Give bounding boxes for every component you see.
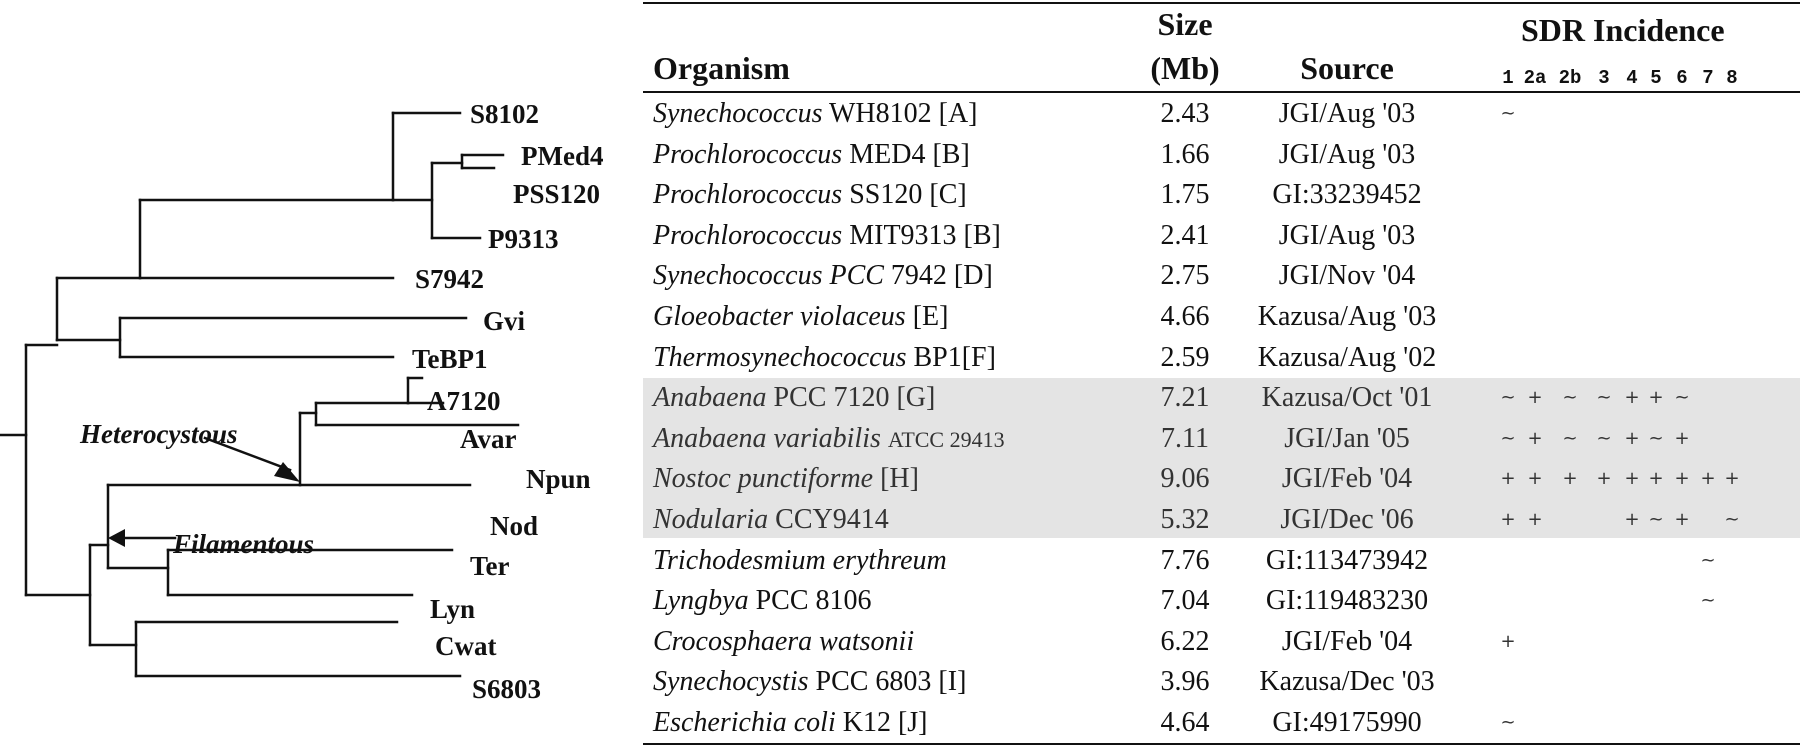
sdr-mark: ~	[1700, 590, 1716, 612]
table-row	[643, 500, 1800, 540]
header-size-line1: Size	[1157, 6, 1213, 42]
size-cell: 1.66	[1160, 138, 1210, 170]
tree-leaf: P9313	[488, 224, 559, 254]
table-header-rule	[643, 91, 1800, 93]
organism-genus: Anabaena variabilis	[653, 422, 881, 454]
tree-leaf: Avar	[460, 424, 517, 454]
organism-genus: Escherichia coli	[653, 707, 836, 738]
sdr-mark: +	[1724, 468, 1740, 490]
sdr-mark: ~	[1562, 387, 1578, 409]
header-sdr-incidence: SDR Incidence	[1521, 12, 1725, 48]
size-cell: 4.64	[1160, 707, 1210, 738]
organism-strain: ATCC 29413	[887, 426, 1005, 452]
sdr-mark: +	[1500, 468, 1516, 490]
organism-cell	[653, 500, 889, 540]
tree-leaf: A7120	[427, 386, 501, 416]
organism-genus: Crocosphaera watsonii	[653, 625, 915, 657]
source-cell: JGI/Feb '04	[1281, 463, 1413, 495]
organism-strain: [E]	[912, 301, 949, 332]
filamentous-label: Filamentous	[173, 529, 315, 559]
tree-leaf: Cwat	[435, 631, 497, 661]
sdr-mark: +	[1527, 387, 1543, 409]
size-cell: 6.22	[1160, 625, 1210, 657]
sdr-column-header: 4	[1626, 67, 1638, 89]
source-cell: Kazusa/Aug '02	[1257, 341, 1437, 373]
source-cell: Kazusa/Aug '03	[1257, 301, 1437, 332]
source-cell: JGI/Nov '04	[1278, 260, 1416, 292]
table-bottom-rule	[643, 743, 1800, 745]
sdr-mark: ~	[1500, 387, 1516, 409]
organism-cell	[653, 622, 914, 662]
tree-leaf: S6803	[472, 674, 542, 704]
sdr-mark: +	[1700, 468, 1716, 490]
source-cell: JGI/Dec '06	[1280, 504, 1414, 535]
tree-leaf: Lyn	[430, 594, 476, 624]
size-cell: 2.41	[1160, 219, 1210, 251]
size-cell: 7.11	[1161, 422, 1209, 454]
organism-genus: Thermosynechococcus	[653, 341, 907, 373]
organism-strain: MED4 [B]	[849, 138, 970, 170]
sdr-column-header: 8	[1726, 67, 1738, 89]
organism-strain: K12 [J]	[842, 707, 928, 738]
table-row	[643, 297, 1800, 337]
sdr-mark: ~	[1724, 509, 1740, 530]
organism-cell	[653, 541, 947, 581]
organism-cell	[653, 297, 948, 337]
organism-genus: Prochlorococcus	[653, 219, 843, 251]
source-cell: GI:113473942	[1265, 544, 1429, 576]
tree-leaf: PMed4	[521, 141, 604, 171]
organism-strain: 7942 [D]	[890, 260, 993, 292]
organism-strain: SS120 [C]	[849, 179, 967, 211]
sdr-column-header: 6	[1676, 67, 1688, 89]
sdr-mark: +	[1527, 509, 1543, 530]
sdr-column-header: 2a	[1523, 67, 1547, 89]
sdr-mark: +	[1648, 468, 1664, 490]
tree-leaf: Ter	[470, 551, 510, 581]
source-cell: JGI/Feb '04	[1281, 625, 1413, 657]
tree-leaf: PSS120	[513, 179, 601, 209]
organism-cell	[653, 256, 993, 296]
organism-strain: BP1[F]	[913, 341, 996, 373]
table-row	[643, 662, 1800, 702]
source-cell: JGI/Aug '03	[1278, 219, 1416, 251]
organism-strain: PCC 8106	[755, 585, 872, 617]
source-cell: JGI/Aug '03	[1278, 98, 1416, 129]
sdr-mark: ~	[1648, 509, 1664, 530]
sdr-mark: ~	[1500, 712, 1516, 733]
organism-genus: Gloeobacter violaceus	[653, 301, 906, 332]
sdr-mark: +	[1674, 509, 1690, 530]
organism-cell	[653, 175, 967, 215]
sdr-mark: ~	[1596, 387, 1612, 409]
organism-cell	[653, 459, 919, 499]
sdr-mark: ~	[1500, 103, 1516, 124]
size-cell: 2.59	[1160, 341, 1210, 373]
size-cell: 7.04	[1160, 585, 1210, 617]
sdr-column-header: 5	[1650, 67, 1662, 89]
source-cell: Kazusa/Dec '03	[1259, 666, 1435, 698]
header-size-line2: (Mb)	[1150, 50, 1220, 86]
table-row	[643, 338, 1800, 378]
organism-cell	[653, 338, 996, 378]
table-row	[643, 622, 1800, 662]
header-source: Source	[1300, 50, 1394, 86]
table-row	[643, 459, 1800, 499]
size-cell: 9.06	[1160, 463, 1210, 495]
size-cell: 1.75	[1160, 179, 1210, 211]
tree-leaf: S7942	[415, 264, 485, 294]
sdr-column-header: 2b	[1558, 67, 1582, 89]
source-cell: GI:49175990	[1272, 707, 1422, 738]
table-row	[643, 256, 1800, 296]
sdr-mark: ~	[1562, 427, 1578, 449]
table-row	[643, 216, 1800, 256]
table-row	[643, 94, 1800, 134]
tree-leaf: Gvi	[483, 306, 526, 336]
sdr-mark: +	[1674, 468, 1690, 490]
organism-cell	[653, 662, 966, 702]
organism-cell	[653, 581, 872, 621]
table-row	[643, 581, 1800, 621]
source-cell: JGI/Jan '05	[1284, 422, 1410, 454]
organism-genus: Trichodesmium erythreum	[653, 544, 947, 576]
organism-genus: Anabaena	[653, 382, 767, 414]
sdr-mark: +	[1624, 468, 1640, 490]
table-row	[643, 703, 1800, 743]
sdr-mark: +	[1500, 630, 1516, 652]
organism-genus: Lyngbya	[653, 585, 749, 617]
sdr-mark: +	[1527, 468, 1543, 490]
sdr-mark: +	[1624, 509, 1640, 530]
size-cell: 4.66	[1160, 301, 1210, 332]
source-cell: GI:33239452	[1272, 179, 1422, 211]
sdr-column-header: 7	[1702, 67, 1714, 89]
organism-cell	[653, 703, 928, 743]
sdr-mark: +	[1562, 468, 1578, 490]
organism-cell	[653, 419, 1005, 459]
organism-strain: WH8102 [A]	[828, 98, 978, 129]
sdr-mark: +	[1596, 468, 1612, 490]
size-cell: 7.76	[1160, 544, 1210, 576]
header-organism: Organism	[653, 50, 790, 86]
organism-genus: Synechococcus PCC	[653, 260, 884, 292]
tree-leaf: S8102	[470, 99, 540, 129]
table-row	[643, 378, 1800, 418]
organism-strain: MIT9313 [B]	[849, 219, 1001, 251]
size-cell: 2.43	[1160, 98, 1210, 129]
sdr-mark: +	[1648, 387, 1664, 409]
organism-strain: PCC 6803 [I]	[815, 666, 967, 698]
genome-table	[643, 0, 1800, 747]
organism-strain: PCC 7120 [G]	[773, 382, 936, 414]
tree-leaf: TeBP1	[412, 344, 488, 374]
sdr-mark: +	[1500, 509, 1516, 530]
organism-cell	[653, 135, 970, 175]
source-cell: Kazusa/Oct '01	[1261, 382, 1433, 414]
size-cell: 2.75	[1160, 260, 1210, 292]
source-cell: JGI/Aug '03	[1278, 138, 1416, 170]
sdr-mark: ~	[1674, 387, 1690, 409]
table-row	[643, 541, 1800, 581]
organism-strain: CCY9414	[775, 504, 889, 535]
organism-genus: Prochlorococcus	[653, 138, 843, 170]
table-row	[643, 135, 1800, 175]
sdr-column-header: 1	[1502, 67, 1514, 89]
sdr-mark: +	[1527, 427, 1543, 449]
organism-genus: Prochlorococcus	[653, 179, 843, 211]
sdr-mark: +	[1674, 427, 1690, 449]
sdr-column-header: 3	[1598, 67, 1610, 89]
table-row	[643, 175, 1800, 215]
size-cell: 3.96	[1160, 666, 1210, 698]
heterocystous-label: Heterocystous	[80, 419, 238, 449]
table-row	[643, 419, 1800, 459]
organism-genus: Synechococcus	[653, 98, 823, 129]
tree-leaf: Nod	[490, 511, 539, 541]
table-top-rule	[643, 2, 1800, 4]
phylogenetic-tree	[0, 0, 640, 747]
sdr-mark: ~	[1648, 427, 1664, 449]
source-cell: GI:119483230	[1265, 585, 1429, 617]
size-cell: 7.21	[1160, 382, 1210, 414]
sdr-mark: ~	[1596, 427, 1612, 449]
tree-leaf: Npun	[526, 464, 591, 494]
sdr-mark: ~	[1500, 427, 1516, 449]
size-cell: 5.32	[1160, 504, 1210, 535]
organism-cell	[653, 216, 1001, 256]
organism-cell	[653, 94, 978, 134]
organism-strain: [H]	[880, 463, 919, 495]
sdr-mark: +	[1624, 387, 1640, 409]
organism-genus: Nodularia	[653, 504, 769, 535]
sdr-mark: +	[1624, 427, 1640, 449]
organism-genus: Synechocystis	[653, 666, 809, 698]
organism-cell	[653, 378, 935, 418]
sdr-mark: ~	[1700, 549, 1716, 571]
organism-genus: Nostoc punctiforme	[653, 463, 874, 495]
